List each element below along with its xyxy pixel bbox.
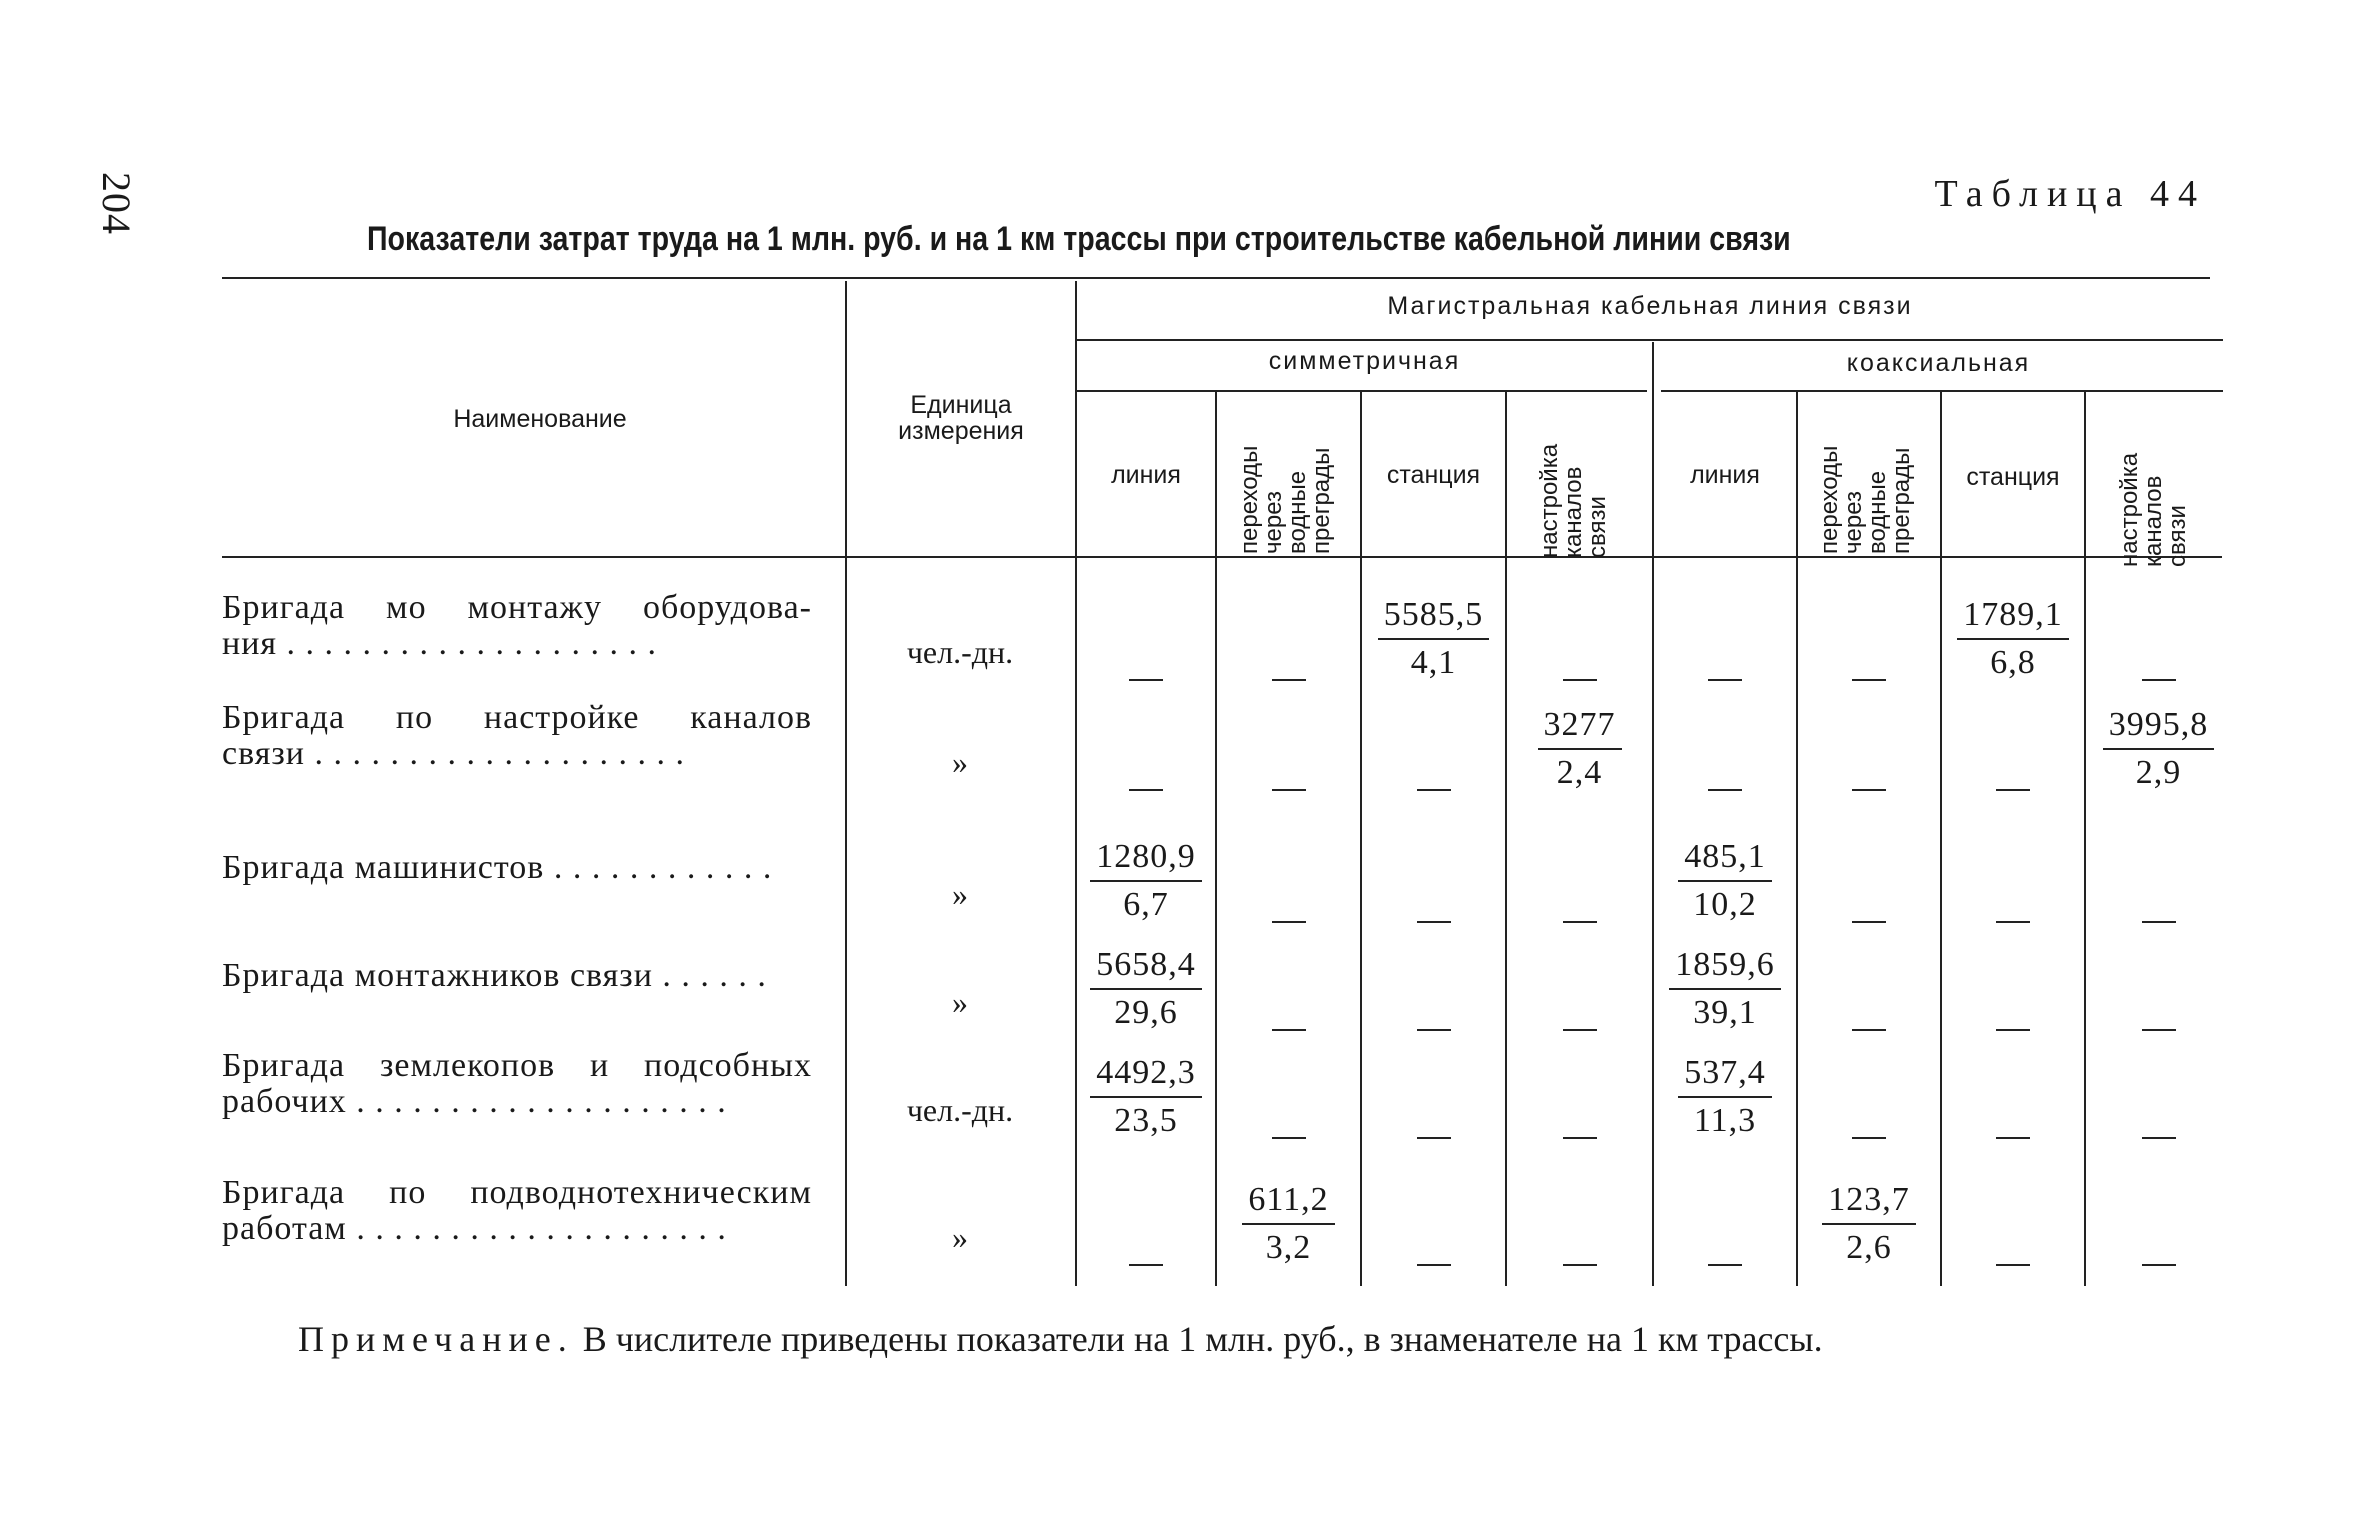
dash-mark	[1417, 789, 1451, 791]
value-dash	[1798, 652, 1940, 690]
header-name: Наименование	[453, 405, 627, 433]
dash-mark	[1272, 679, 1306, 681]
numerator: 5585,5	[1378, 596, 1490, 640]
dash-mark	[2142, 1029, 2176, 1031]
value-fraction	[1942, 596, 2084, 682]
row-name-line2: связи . . . . . . . . . . . . . . . . . . . .	[222, 736, 685, 772]
denominator: 23,5	[1114, 1102, 1178, 1139]
value-dash	[1654, 1237, 1796, 1275]
dash-mark	[1129, 679, 1163, 681]
row-name	[222, 958, 812, 994]
row-name-line2: рабочих . . . . . . . . . . . . . . . . . . . .	[222, 1084, 727, 1120]
denominator: 2,6	[1846, 1229, 1892, 1266]
value-dash	[1798, 894, 1940, 932]
numerator: 5658,4	[1090, 946, 1202, 990]
value-dash	[2086, 894, 2231, 932]
dash-mark	[1272, 1029, 1306, 1031]
fraction	[1378, 596, 1490, 682]
denominator: 29,6	[1114, 994, 1178, 1031]
row-unit: »	[952, 984, 968, 1020]
note-text: В числителе приведены показатели на 1 млн. руб., в знаменателе на 1 км трассы.	[573, 1319, 1823, 1359]
dash-mark	[1996, 1264, 2030, 1266]
col-divider-coax-3	[2084, 392, 2086, 1286]
value-dash	[1942, 1237, 2084, 1275]
value-dash	[1507, 1110, 1652, 1148]
value-dash	[2086, 1002, 2231, 1040]
main-header-rule	[1077, 339, 2223, 341]
table-note	[298, 1318, 1823, 1360]
value-dash	[2086, 1110, 2231, 1148]
value-fraction	[1798, 1181, 1940, 1267]
dash-mark	[1417, 1264, 1451, 1266]
dash-mark	[1563, 1137, 1597, 1139]
dash-mark	[1852, 1137, 1886, 1139]
denominator: 6,8	[1990, 644, 2036, 681]
row-name-line1: Бригада по настройке каналов	[222, 699, 812, 736]
dash-mark	[2142, 1137, 2176, 1139]
value-dash	[1217, 762, 1360, 800]
value-dash	[1942, 894, 2084, 932]
numerator: 485,1	[1678, 838, 1772, 882]
dash-mark	[1852, 679, 1886, 681]
symmetric-header-rule	[1077, 390, 1647, 392]
value-dash	[1654, 652, 1796, 690]
header-coax-tuning: настройка каналов связи	[2116, 452, 2191, 567]
value-fraction	[1077, 1054, 1215, 1140]
value-dash	[1217, 1002, 1360, 1040]
value-dash	[1362, 1110, 1505, 1148]
numerator: 537,4	[1678, 1054, 1772, 1098]
numerator: 611,2	[1242, 1181, 1334, 1225]
denominator: 2,4	[1556, 754, 1603, 791]
value-dash	[2086, 1237, 2231, 1275]
value-dash	[1507, 652, 1652, 690]
dash-mark	[1417, 1029, 1451, 1031]
value-fraction	[1077, 838, 1215, 924]
table-title: Показатели затрат труда на 1 млн. руб. и на 1 км трассы при строительстве кабельной линии связи	[367, 220, 1791, 258]
header-bottom-rule	[222, 556, 2222, 558]
fraction	[1678, 1054, 1772, 1140]
value-dash	[1217, 652, 1360, 690]
dash-mark	[1708, 679, 1742, 681]
dash-mark	[1417, 1137, 1451, 1139]
col-divider-sym-1	[1215, 392, 1217, 1286]
value-dash	[1507, 894, 1652, 932]
table-top-rule	[222, 277, 2210, 279]
value-dash	[1362, 1002, 1505, 1040]
col-divider-coax-1	[1796, 392, 1798, 1286]
value-fraction	[1217, 1181, 1360, 1267]
value-dash	[1077, 1237, 1215, 1275]
row-unit: »	[952, 876, 968, 912]
fraction	[1538, 706, 1622, 792]
denominator: 4,1	[1410, 644, 1457, 681]
value-dash	[1798, 1002, 1940, 1040]
dash-mark	[1852, 789, 1886, 791]
numerator: 3277	[1538, 706, 1622, 750]
header-main: Магистральная кабельная линия связи	[1387, 292, 1913, 320]
dash-mark	[1417, 921, 1451, 923]
table-label: Таблица 44	[1934, 173, 2206, 215]
dash-mark	[1563, 679, 1597, 681]
value-dash	[1217, 1110, 1360, 1148]
numerator: 3995,8	[2103, 706, 2215, 750]
value-dash	[1362, 762, 1505, 800]
dash-mark	[1272, 921, 1306, 923]
fraction	[1242, 1181, 1334, 1267]
denominator: 11,3	[1693, 1102, 1757, 1139]
dash-mark	[2142, 679, 2176, 681]
value-fraction	[1077, 946, 1215, 1032]
dash-mark	[2142, 921, 2176, 923]
row-unit: »	[952, 744, 968, 780]
value-dash	[1942, 762, 2084, 800]
value-dash	[1798, 762, 1940, 800]
dash-mark	[1129, 789, 1163, 791]
dash-mark	[1996, 1137, 2030, 1139]
header-symmetric: симметричная	[1268, 347, 1461, 375]
dash-mark	[1996, 921, 2030, 923]
value-dash	[1362, 894, 1505, 932]
row-name-line1: Бригада по подводнотехническим	[222, 1174, 812, 1211]
dash-mark	[1129, 1264, 1163, 1266]
fraction	[1822, 1181, 1916, 1267]
numerator: 1859,6	[1669, 946, 1781, 990]
header-coax-crossings: переходы через водные преграды	[1816, 445, 1915, 554]
denominator: 6,7	[1123, 886, 1169, 923]
value-fraction	[1507, 706, 1652, 792]
row-name-line1: Бригада монтажников связи . . . . . .	[222, 958, 767, 994]
header-sym-crossings: переходы через водные преграды	[1236, 445, 1335, 554]
row-name	[222, 850, 812, 886]
row-name-line2: работам . . . . . . . . . . . . . . . . . . . .	[222, 1211, 727, 1247]
dash-mark	[1563, 921, 1597, 923]
row-unit: чел.-дн.	[906, 1092, 1014, 1128]
value-dash	[1077, 762, 1215, 800]
row-name	[222, 590, 812, 662]
row-name-line2: ния . . . . . . . . . . . . . . . . . . . .	[222, 626, 658, 662]
header-coax-line: линия	[1690, 461, 1760, 489]
col-divider-name	[845, 281, 847, 1286]
value-fraction	[1654, 946, 1796, 1032]
row-name-line1: Бригада машинистов . . . . . . . . . . . .	[222, 850, 773, 886]
row-unit: чел.-дн.	[906, 634, 1014, 670]
dash-mark	[1996, 789, 2030, 791]
header-unit: Единица измерения	[898, 391, 1024, 446]
value-dash	[1798, 1110, 1940, 1148]
row-name-line1: Бригада землекопов и подсобных	[222, 1047, 812, 1084]
value-dash	[2086, 652, 2231, 690]
value-fraction	[1654, 1054, 1796, 1140]
fraction	[1090, 838, 1202, 924]
row-name-line1: Бригада мо монтажу оборудова-	[222, 589, 812, 626]
dash-mark	[1563, 1029, 1597, 1031]
dash-mark	[1708, 1264, 1742, 1266]
numerator: 123,7	[1822, 1181, 1916, 1225]
dash-mark	[1996, 1029, 2030, 1031]
value-dash	[1077, 652, 1215, 690]
denominator: 10,2	[1693, 886, 1757, 923]
page-number: 204	[94, 172, 139, 235]
row-name	[222, 700, 812, 772]
value-dash	[1362, 1237, 1505, 1275]
header-sym-tuning: настройка каналов связи	[1536, 443, 1611, 558]
fraction	[1957, 596, 2069, 682]
dash-mark	[2142, 1264, 2176, 1266]
value-dash	[1217, 894, 1360, 932]
numerator: 1789,1	[1957, 596, 2069, 640]
row-unit: »	[952, 1219, 968, 1255]
dash-mark	[1852, 1029, 1886, 1031]
col-divider-sym-2	[1360, 392, 1362, 1286]
value-dash	[1507, 1237, 1652, 1275]
denominator: 3,2	[1265, 1229, 1312, 1266]
numerator: 4492,3	[1090, 1054, 1202, 1098]
fraction	[1669, 946, 1781, 1032]
coaxial-header-rule	[1661, 390, 2223, 392]
dash-mark	[1852, 921, 1886, 923]
value-dash	[1942, 1110, 2084, 1148]
dash-mark	[1563, 1264, 1597, 1266]
fraction	[1090, 1054, 1202, 1140]
dash-mark	[1272, 1137, 1306, 1139]
header-coax-station: станция	[1966, 463, 2060, 491]
fraction	[2103, 706, 2215, 792]
value-fraction	[2086, 706, 2231, 792]
fraction	[1678, 838, 1772, 924]
row-name	[222, 1048, 812, 1120]
header-sym-line: линия	[1111, 461, 1181, 489]
col-divider-coax-2	[1940, 392, 1942, 1286]
value-fraction	[1362, 596, 1505, 682]
row-name	[222, 1175, 812, 1247]
header-sym-station: станция	[1386, 461, 1481, 489]
value-dash	[1942, 1002, 2084, 1040]
value-fraction	[1654, 838, 1796, 924]
denominator: 2,9	[2135, 754, 2182, 791]
denominator: 39,1	[1693, 994, 1757, 1031]
fraction	[1090, 946, 1202, 1032]
value-dash	[1654, 762, 1796, 800]
dash-mark	[1708, 789, 1742, 791]
note-label: Примечание.	[298, 1319, 574, 1359]
numerator: 1280,9	[1090, 838, 1202, 882]
col-divider-sym-3	[1505, 392, 1507, 1286]
dash-mark	[1272, 789, 1306, 791]
header-coaxial: коаксиальная	[1846, 349, 2031, 377]
value-dash	[1507, 1002, 1652, 1040]
